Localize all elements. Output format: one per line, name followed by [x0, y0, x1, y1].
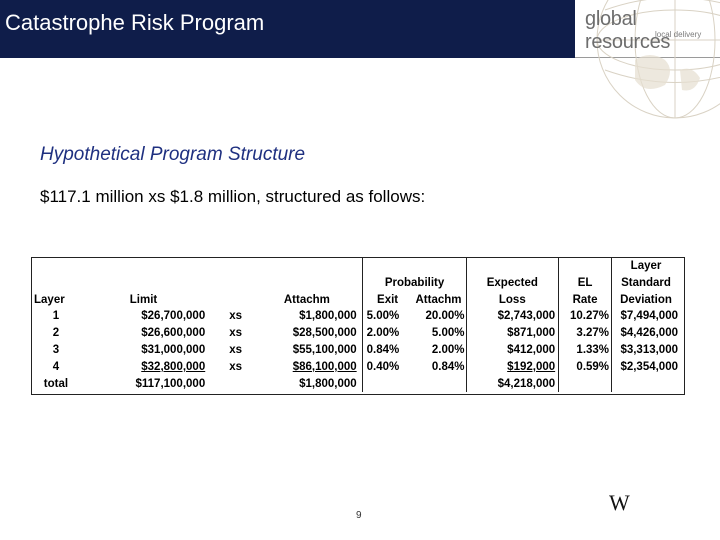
cell-el-rate: 10.27% [559, 308, 612, 325]
cell-limit: $31,000,000 [141, 343, 206, 356]
table-row [32, 308, 684, 325]
header-prob-attachm: Attachm [411, 292, 467, 309]
table-row [32, 342, 684, 359]
header-limit: Limit [129, 293, 158, 306]
header-loss: Loss [467, 292, 559, 309]
cell-xs: xs [229, 343, 243, 356]
cell-std-dev: $7,494,000 [620, 310, 678, 323]
cell-limit: $117,100,000 [135, 377, 206, 390]
cell-expected-loss: $4,218,000 [467, 376, 559, 393]
cell-xs: xs [229, 310, 243, 323]
cell-std-dev: $4,426,000 [620, 327, 678, 340]
cell-xs: xs [229, 327, 243, 340]
cell-prob-attach [411, 376, 467, 393]
cell-el-rate: 0.59% [559, 359, 612, 376]
cell-layer: total [43, 377, 69, 390]
cell-expected-loss: $2,743,000 [467, 308, 559, 325]
cell-el-rate: 1.33% [559, 342, 612, 359]
brand-tagline: local delivery [655, 30, 702, 39]
cell-el-rate: 3.27% [559, 325, 612, 342]
title-bar [0, 0, 575, 58]
program-summary: $117.1 million xs $1.8 million, structured as follows: [40, 187, 426, 206]
cell-prob-attach: 2.00% [411, 342, 467, 359]
page-number: 9 [356, 510, 362, 521]
cell-layer: 3 [52, 343, 60, 356]
table-header-row-3 [32, 292, 684, 309]
cell-attach: $55,100,000 [255, 342, 362, 359]
header-expected: Expected [467, 275, 559, 292]
slide-title: Catastrophe Risk Program [5, 10, 265, 35]
cell-prob-attach: 5.00% [411, 325, 467, 342]
cell-layer: 1 [52, 310, 60, 323]
program-structure-table [31, 257, 685, 395]
table-header-row-1 [32, 258, 684, 275]
table-row [32, 359, 684, 376]
header-el: EL [559, 275, 612, 292]
header-rate: Rate [559, 292, 612, 309]
cell-attach: $1,800,000 [255, 376, 362, 393]
cell-std-dev [612, 376, 684, 393]
cell-expected-loss: $412,000 [467, 342, 559, 359]
header-layer-sd: Layer [630, 260, 662, 272]
header-standard: Standard [621, 276, 671, 289]
table-header-row-2 [32, 275, 684, 292]
cell-limit: $26,600,000 [141, 327, 206, 340]
cell-attach: $1,800,000 [255, 308, 362, 325]
header-deviation: Deviation [620, 293, 672, 306]
cell-layer: 4 [52, 360, 60, 373]
cell-xs: xs [229, 360, 243, 373]
footer-logo: W [609, 490, 630, 515]
cell-std-dev: $2,354,000 [620, 360, 678, 373]
table-row [32, 325, 684, 342]
cell-layer: 2 [52, 327, 60, 340]
slide-subtitle: Hypothetical Program Structure [40, 144, 306, 165]
cell-prob-attach: 20.00% [411, 308, 467, 325]
cell-prob-attach: 0.84% [411, 359, 467, 376]
cell-attach: $86,100,000 [255, 359, 362, 376]
cell-el-rate [559, 376, 612, 393]
cell-prob-exit [362, 376, 410, 393]
cell-prob-exit: 2.00% [366, 327, 400, 340]
cell-expected-loss: $192,000 [467, 359, 559, 376]
brand-name: global resources [585, 8, 671, 53]
cell-attach: $28,500,000 [255, 325, 362, 342]
cell-xs [219, 376, 255, 393]
header-layer: Layer [34, 293, 65, 306]
cell-prob-exit: 5.00% [366, 310, 400, 323]
cell-prob-exit: 0.84% [366, 343, 400, 356]
cell-limit: $32,800,000 [141, 360, 206, 373]
header-attachm: Attachm [255, 292, 362, 309]
cell-std-dev: $3,313,000 [620, 343, 678, 356]
table-row-total [32, 376, 684, 393]
cell-prob-exit: 0.40% [366, 360, 400, 373]
cell-limit: $26,700,000 [141, 310, 206, 323]
header-exit: Exit [377, 293, 399, 306]
header-probability: Probability [362, 275, 467, 292]
cell-expected-loss: $871,000 [467, 325, 559, 342]
